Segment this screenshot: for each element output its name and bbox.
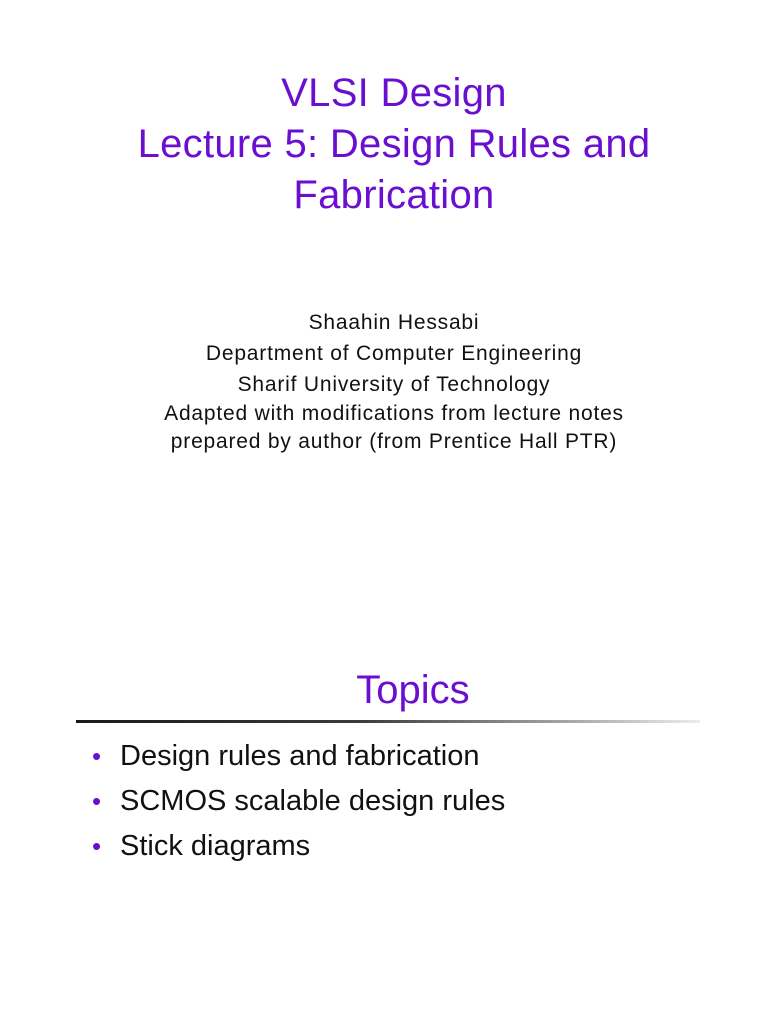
bullet-icon: • [92, 831, 102, 861]
topics-list [92, 734, 505, 869]
title-line-3: Fabrication [293, 173, 495, 217]
university-name: Sharif University of Technology [237, 373, 551, 396]
topics-heading: Topics [356, 668, 470, 712]
list-item [92, 734, 505, 779]
adapted-note-line-2: prepared by author (from Prentice Hall PTR) [170, 430, 618, 453]
author-info [0, 307, 768, 456]
slide-title [0, 68, 768, 221]
department-name: Department of Computer Engineering [205, 342, 583, 365]
title-line-2: Lecture 5: Design Rules and [137, 122, 651, 166]
title-line-1: VLSI Design [281, 71, 507, 115]
list-item [92, 824, 505, 869]
bullet-icon: • [92, 741, 102, 771]
heading-divider [76, 720, 700, 723]
topic-text: Design rules and fabrication [120, 740, 480, 772]
bullet-icon: • [92, 786, 102, 816]
topic-text: Stick diagrams [120, 830, 311, 862]
topic-text: SCMOS scalable design rules [120, 785, 506, 817]
author-name: Shaahin Hessabi [308, 311, 480, 334]
list-item [92, 779, 505, 824]
adapted-note-line-1: Adapted with modifications from lecture notes [164, 402, 624, 425]
